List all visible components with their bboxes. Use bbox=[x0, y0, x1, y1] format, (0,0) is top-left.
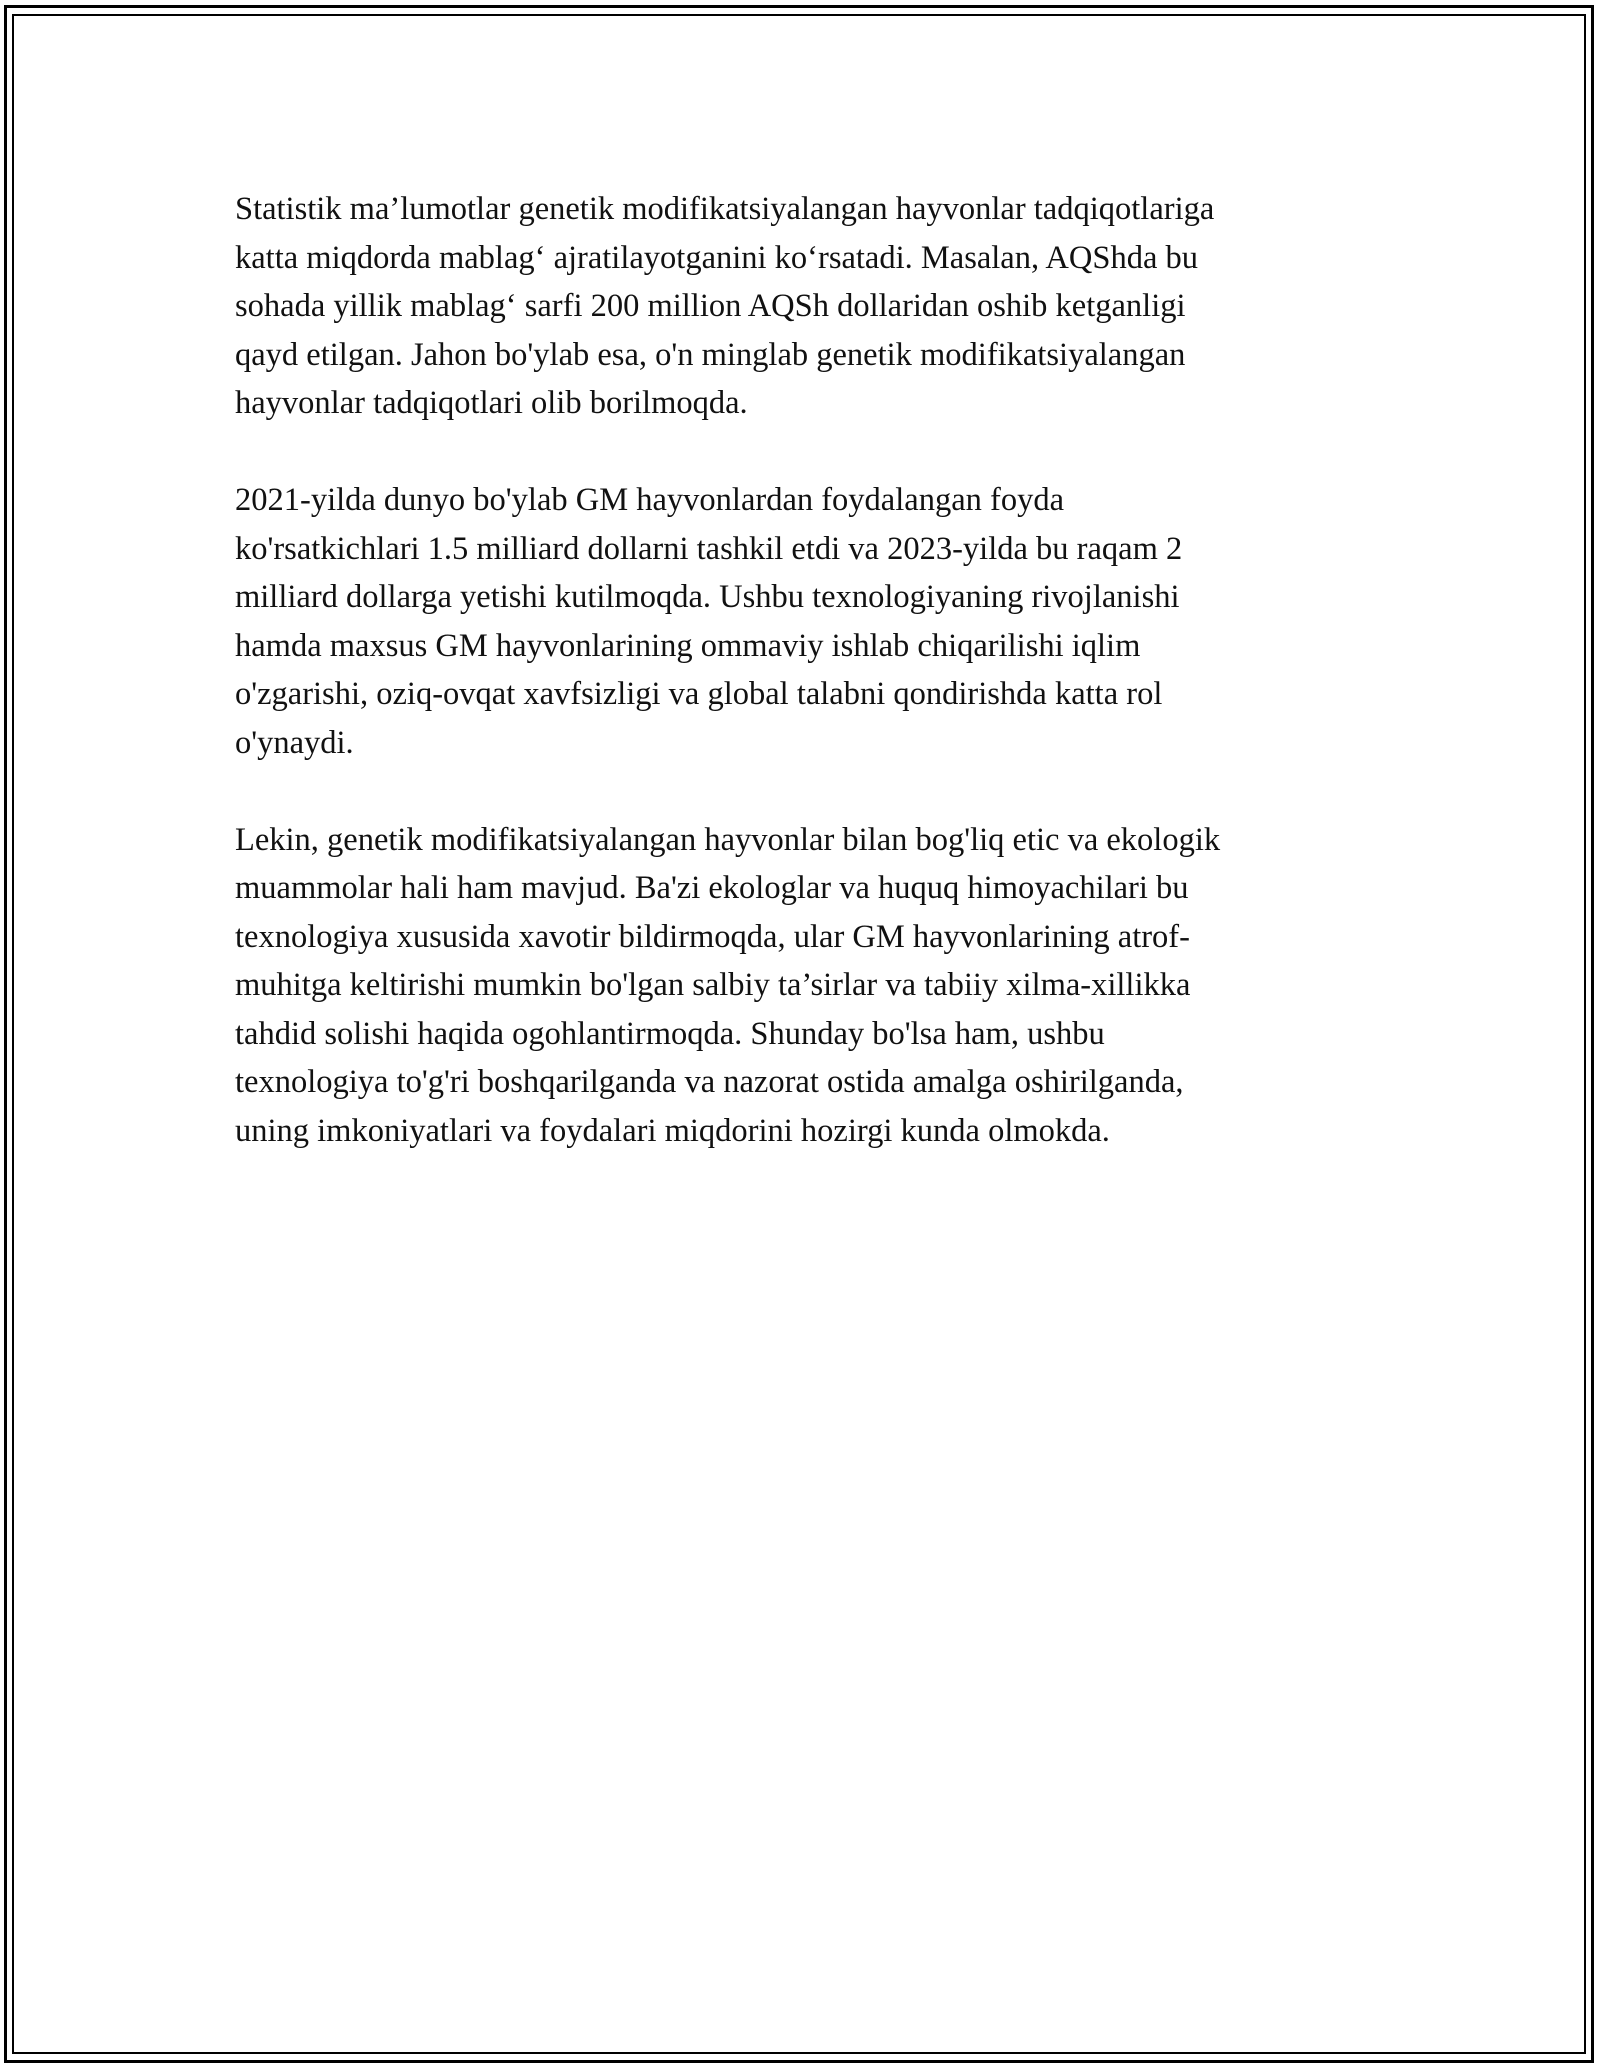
text-line: o'ynaydi. bbox=[235, 724, 354, 761]
text-line: ko'rsatkichlari 1.5 milliard dollarni tashkil etdi va 2023-yilda bu raqam 2 bbox=[235, 530, 1183, 567]
text-line: Lekin, genetik modifikatsiyalangan hayvonlar bilan bog'liq etic va ekologik bbox=[235, 821, 1221, 858]
paragraph-2 bbox=[235, 476, 1365, 767]
text-line: uning imkoniyatlari va foydalari miqdorini hozirgi kunda olmokda. bbox=[235, 1112, 1110, 1149]
text-line: hayvonlar tadqiqotlari olib borilmoqda. bbox=[235, 385, 748, 421]
text-line: o'zgarishi, oziq-ovqat xavfsizligi va global talabni qondirishda katta rol bbox=[235, 676, 1163, 712]
text-line: muhitga keltirishi mumkin bo'lgan salbiy ta’sirlar va tabiiy xilma-xillikka bbox=[235, 967, 1191, 1003]
text-line: tahdid solishi haqida ogohlantirmoqda. Shunday bo'lsa ham, ushbu bbox=[235, 1015, 1105, 1052]
text-line: hamda maxsus GM hayvonlarining ommaviy ishlab chiqarilishi iqlim bbox=[235, 627, 1141, 664]
text-line: muammolar hali ham mavjud. Ba'zi ekologlar va huquq himoyachilari bu bbox=[235, 870, 1189, 906]
paragraph-3 bbox=[235, 816, 1365, 1156]
text-line: 2021-yilda dunyo bo'ylab GM hayvonlardan foydalangan foyda bbox=[235, 482, 1064, 518]
document-body bbox=[235, 185, 1365, 1204]
text-line: texnologiya to'g'ri boshqarilganda va nazorat ostida amalga oshirilganda, bbox=[235, 1064, 1184, 1100]
text-line: qayd etilgan. Jahon bo'ylab esa, o'n minglab genetik modifikatsiyalangan bbox=[235, 336, 1186, 373]
paragraph-1 bbox=[235, 185, 1365, 428]
text-line: milliard dollarga yetishi kutilmoqda. Ushbu texnologiyaning rivojlanishi bbox=[235, 579, 1180, 615]
text-line: Statistik ma’lumotlar genetik modifikatsiyalangan hayvonlar tadqiqotlariga bbox=[235, 191, 1215, 227]
text-line: texnologiya xususida xavotir bildirmoqda, ular GM hayvonlarining atrof- bbox=[235, 918, 1190, 955]
text-line: sohada yillik mablag‘ sarfi 200 million AQSh dollaridan oshib ketganligi bbox=[235, 288, 1186, 324]
text-line: katta miqdorda mablag‘ ajratilayotganini ko‘rsatadi. Masalan, AQShda bu bbox=[235, 239, 1199, 276]
